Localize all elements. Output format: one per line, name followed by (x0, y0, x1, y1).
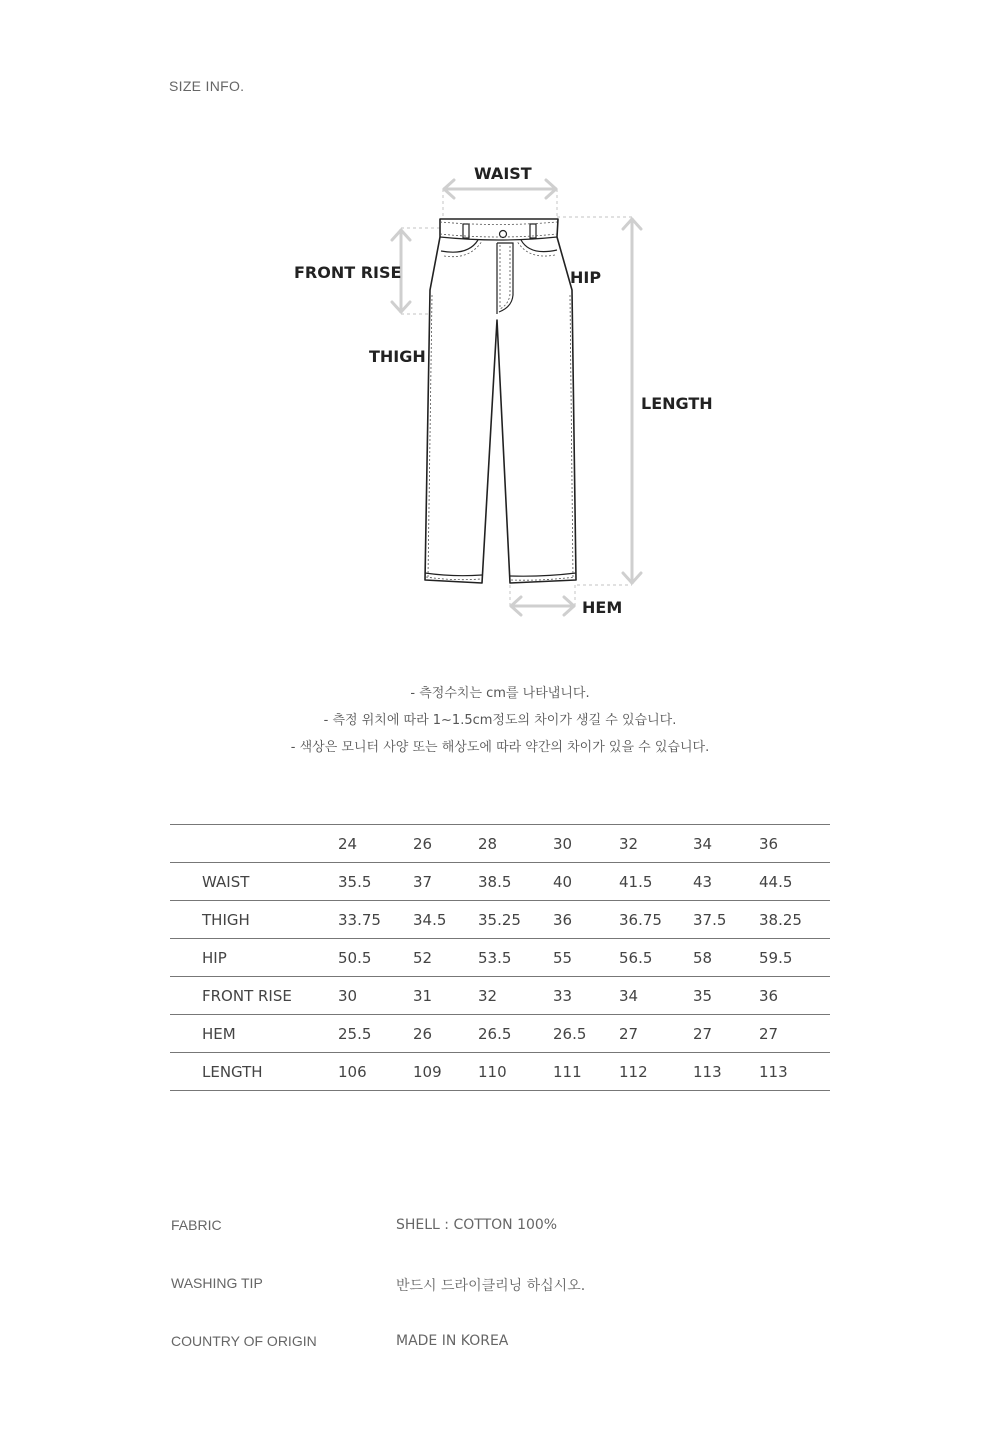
table-corner-cell (170, 825, 338, 863)
table-row (170, 1015, 830, 1053)
table-cell: 56.5 (619, 948, 653, 967)
table-cell: 113 (759, 1062, 788, 1081)
table-cell: 111 (553, 1062, 582, 1081)
front-rise-label: FRONT RISE (294, 263, 402, 282)
table-cell: 26.5 (478, 1024, 512, 1043)
table-cell: 38.5 (478, 872, 512, 891)
table-cell: 113 (693, 1062, 722, 1081)
table-cell: 34.5 (413, 910, 447, 929)
fabric-label: FABRIC (171, 1217, 222, 1233)
size-header: 32 (619, 834, 639, 853)
note-line: - 색상은 모니터 사양 또는 해상도에 따라 약간의 차이가 있을 수 있습니다. (290, 740, 710, 755)
row-label: FRONT RISE (202, 986, 292, 1005)
table-cell: 36.75 (619, 910, 662, 929)
table-row (170, 939, 830, 977)
table-row (170, 863, 830, 901)
pants-measurement-diagram (0, 0, 1000, 660)
table-cell: 25.5 (338, 1024, 372, 1043)
measurement-notes (0, 680, 1000, 761)
table-cell: 35.25 (478, 910, 521, 929)
table-cell: 58 (693, 948, 713, 967)
table-cell: 40 (553, 872, 573, 891)
table-cell: 35 (693, 986, 713, 1005)
row-label: HEM (202, 1024, 236, 1043)
table-cell: 34 (619, 986, 639, 1005)
table-cell: 37 (413, 872, 433, 891)
table-cell: 36 (553, 910, 573, 929)
note-line: - 측정 위치에 따라 1~1.5cm정도의 차이가 생길 수 있습니다. (323, 713, 677, 728)
origin-label: COUNTRY OF ORIGIN (171, 1333, 317, 1349)
size-table (170, 824, 830, 1091)
length-label: LENGTH (641, 394, 713, 413)
washing-tip-label: WASHING TIP (171, 1275, 263, 1291)
table-cell: 33.75 (338, 910, 381, 929)
thigh-label: THIGH (369, 347, 426, 366)
table-cell: 26 (413, 1024, 433, 1043)
table-cell: 59.5 (759, 948, 793, 967)
table-row (170, 977, 830, 1015)
table-cell: 27 (619, 1024, 639, 1043)
table-cell: 31 (413, 986, 433, 1005)
table-cell: 35.5 (338, 872, 372, 891)
waist-label: WAIST (474, 164, 532, 183)
origin-value: MADE IN KOREA (396, 1333, 509, 1349)
size-header: 26 (413, 834, 433, 853)
table-cell: 53.5 (478, 948, 512, 967)
size-header: 28 (478, 834, 498, 853)
hip-label: HIP (570, 268, 602, 287)
note-line: - 측정수치는 cm를 나타냅니다. (410, 686, 590, 701)
table-row (170, 901, 830, 939)
fabric-value: SHELL : COTTON 100% (396, 1217, 558, 1233)
table-cell: 33 (553, 986, 573, 1005)
table-cell: 55 (553, 948, 573, 967)
table-cell: 27 (759, 1024, 779, 1043)
pants-outline (425, 219, 576, 583)
table-cell: 36 (759, 986, 779, 1005)
size-header: 30 (553, 834, 573, 853)
washing-tip-value: 반드시 드라이클리닝 하십시오. (396, 1278, 586, 1294)
table-cell: 37.5 (693, 910, 727, 929)
row-label: THIGH (202, 910, 250, 929)
table-cell: 30 (338, 986, 358, 1005)
hem-arrow (511, 597, 574, 615)
table-cell: 43 (693, 872, 713, 891)
table-cell: 38.25 (759, 910, 802, 929)
row-label: LENGTH (202, 1062, 263, 1081)
length-arrow (623, 219, 641, 583)
table-header-row (170, 825, 830, 863)
size-header: 24 (338, 834, 358, 853)
table-cell: 44.5 (759, 872, 793, 891)
table-cell: 109 (413, 1062, 442, 1081)
table-cell: 41.5 (619, 872, 653, 891)
section-title: SIZE INFO. (169, 78, 245, 94)
table-cell: 26.5 (553, 1024, 587, 1043)
table-cell: 50.5 (338, 948, 372, 967)
row-label: HIP (202, 948, 227, 967)
table-row (170, 1053, 830, 1091)
row-label: WAIST (202, 872, 250, 891)
table-cell: 106 (338, 1062, 367, 1081)
table-cell: 52 (413, 948, 433, 967)
table-cell: 27 (693, 1024, 713, 1043)
hem-label: HEM (582, 598, 623, 617)
table-cell: 112 (619, 1062, 648, 1081)
size-header: 36 (759, 834, 779, 853)
table-cell: 110 (478, 1062, 507, 1081)
size-header: 34 (693, 834, 713, 853)
table-cell: 32 (478, 986, 498, 1005)
